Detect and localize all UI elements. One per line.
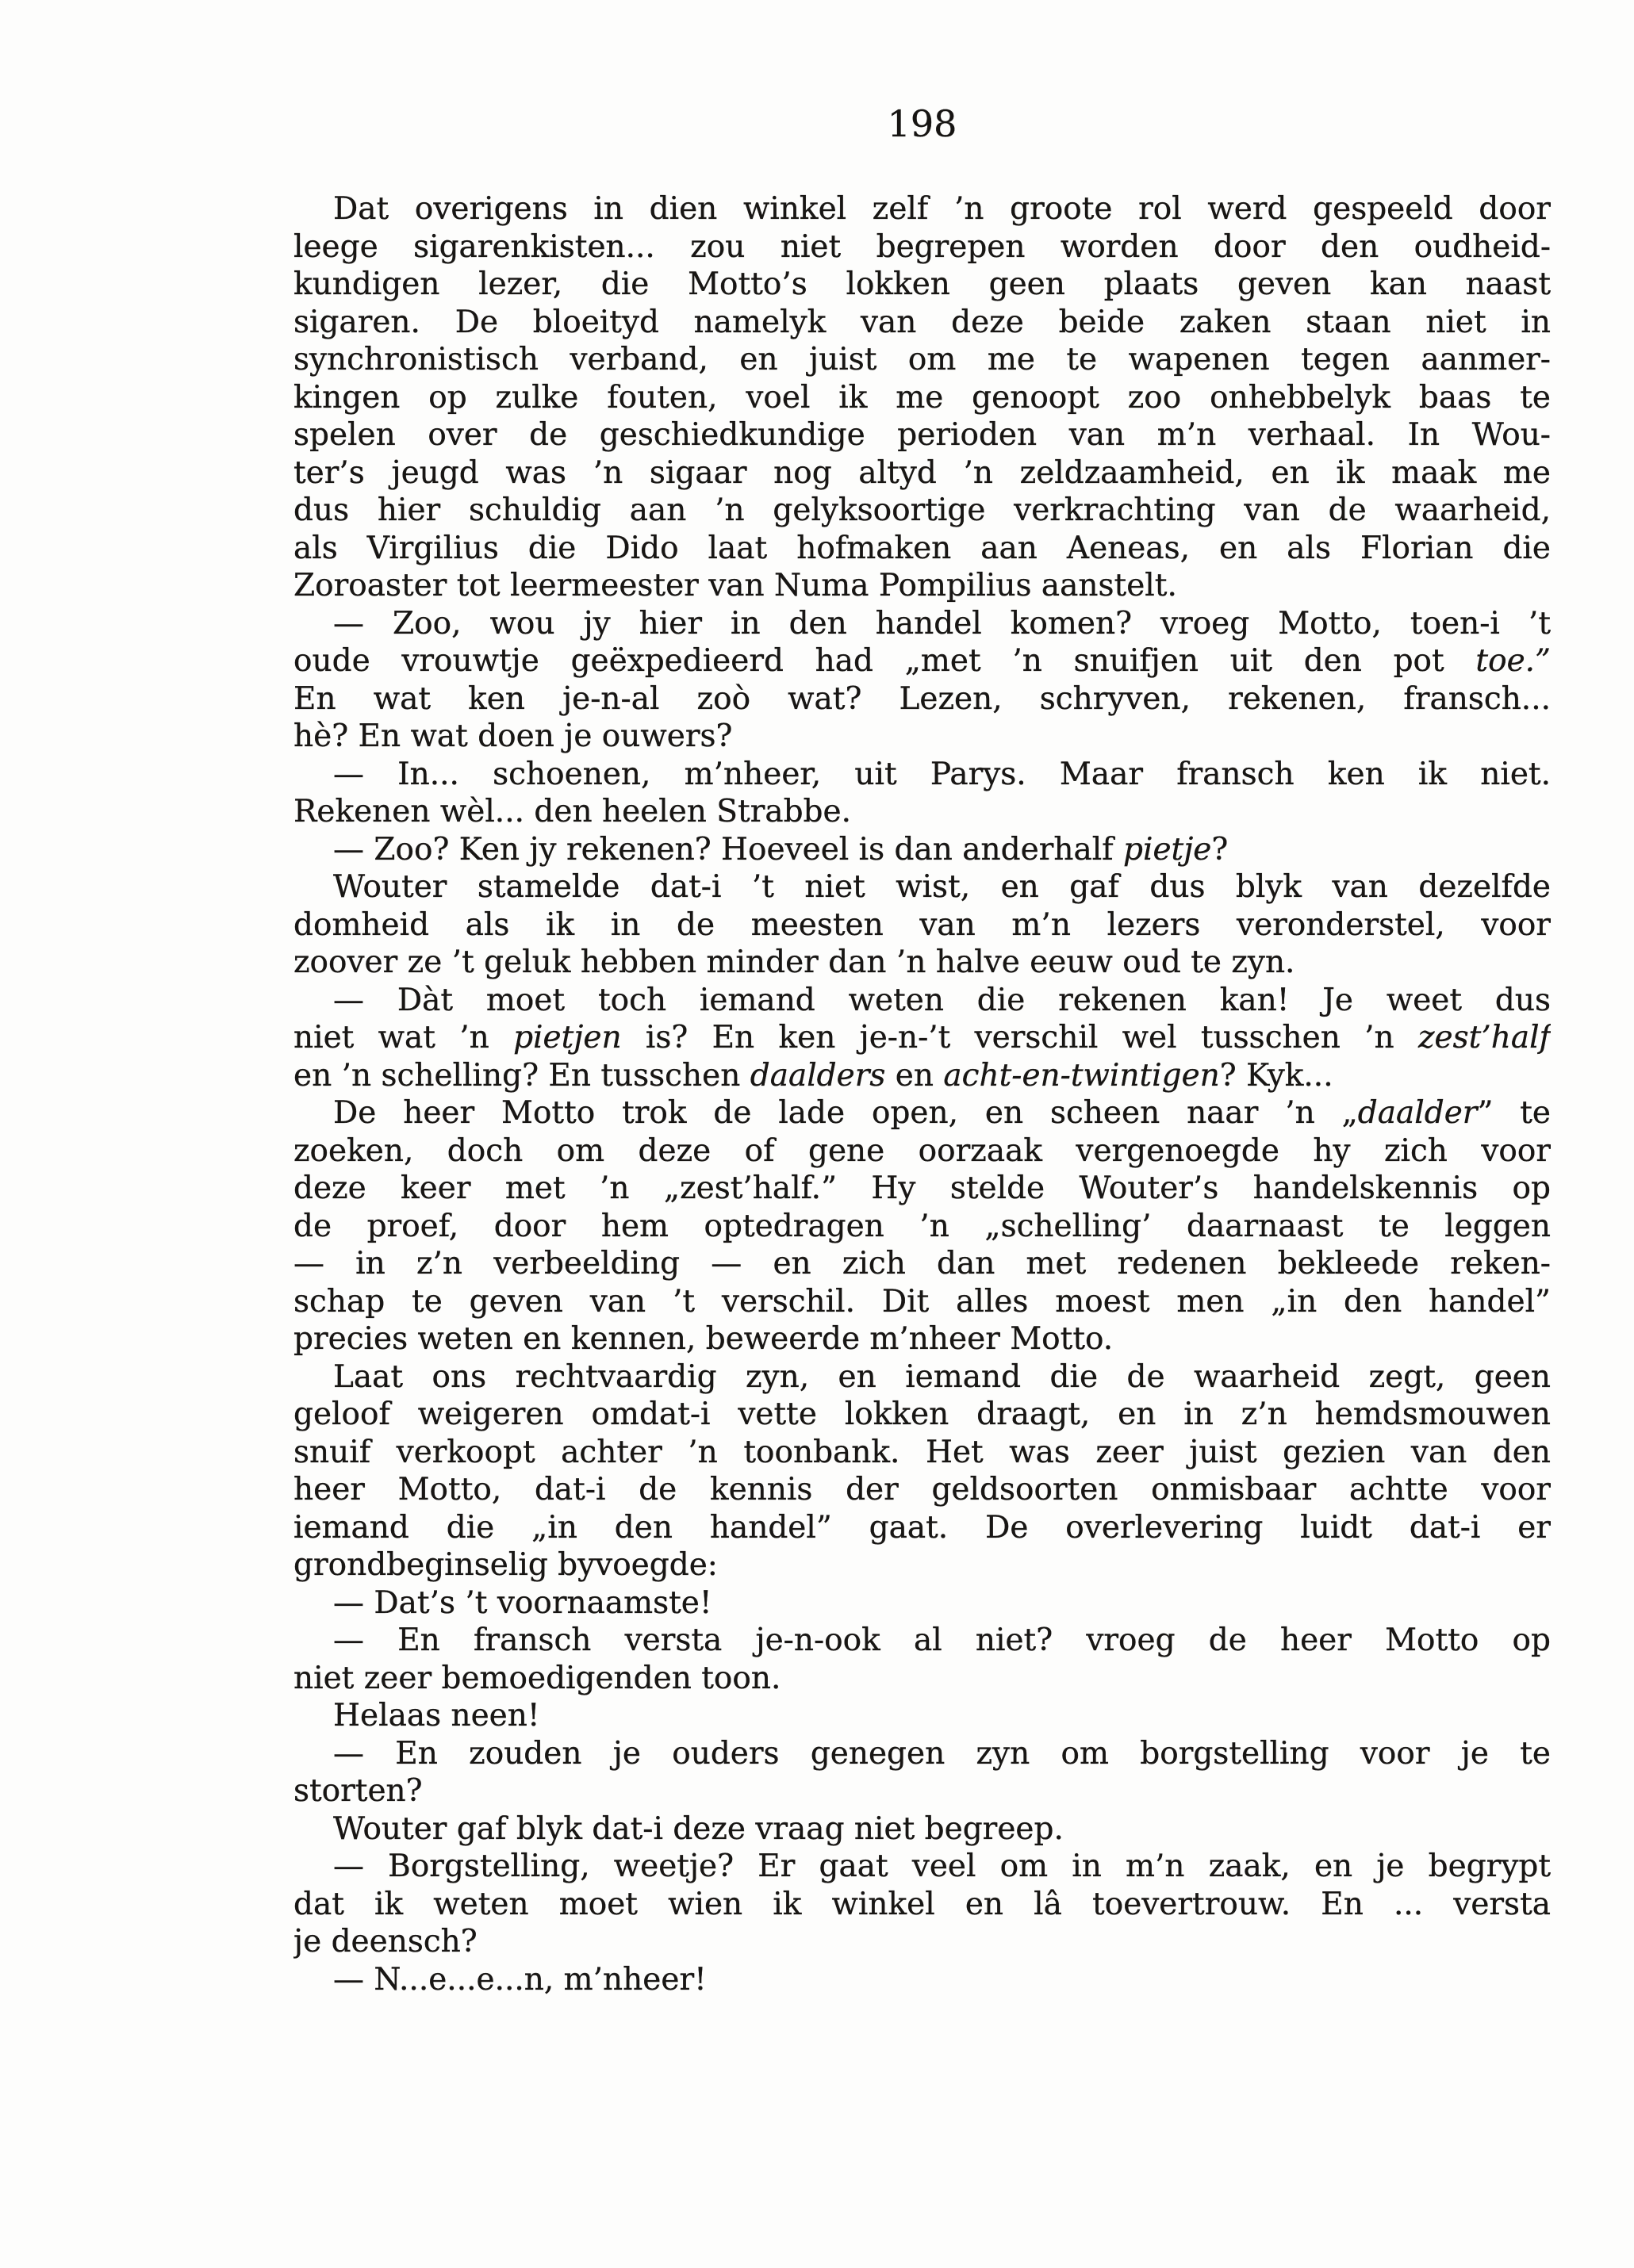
text-run: Laat ons rechtvaardig zyn, en iemand die de waarheid zegt, geen <box>333 1358 1551 1395</box>
text-line <box>293 756 1551 794</box>
text-line <box>293 831 1551 869</box>
text-line <box>293 567 1551 605</box>
paragraph <box>293 756 1551 831</box>
text-line <box>293 1886 1551 1924</box>
text-run: acht-en-twintigen <box>943 1057 1220 1094</box>
text-run: Zoroaster tot leermeester van Numa Pompilius aanstelt. <box>293 568 1177 603</box>
text-line <box>293 1848 1551 1886</box>
text-line <box>293 1509 1551 1547</box>
text-line <box>293 1358 1551 1396</box>
text-run: — N...e...e...n, m’nheer! <box>333 1961 707 1998</box>
text-line <box>293 1471 1551 1509</box>
text-run: synchronistisch verband, en juist om me te wapenen tegen aanmer- <box>293 342 1551 377</box>
text-line <box>293 982 1551 1020</box>
paragraph <box>293 1584 1551 1622</box>
paragraph <box>293 1622 1551 1697</box>
text-line <box>293 868 1551 906</box>
text-line <box>293 605 1551 643</box>
text-run: Rekenen wèl... den heelen Strabbe. <box>293 794 851 829</box>
text-line <box>293 454 1551 492</box>
text-line <box>293 530 1551 568</box>
text-line <box>293 1584 1551 1622</box>
text-line <box>293 718 1551 756</box>
text-line <box>293 1057 1551 1095</box>
text-run: is? En ken je-n-’t verschil wel tusschen ’n <box>621 1020 1418 1055</box>
text-run: ter’s jeugd was ’n sigaar nog altyd ’n zeldzaamheid, en ik maak me <box>293 454 1551 491</box>
text-line <box>293 1132 1551 1170</box>
text-line <box>293 1170 1551 1208</box>
text-run: de proef, door hem optedragen ’n „schelling’ daarnaast te leggen <box>293 1208 1551 1244</box>
text-run: Helaas neen! <box>333 1698 540 1734</box>
text-line <box>293 1772 1551 1810</box>
text-line <box>293 492 1551 530</box>
text-run: niet zeer bemoedigenden toon. <box>293 1660 781 1696</box>
text-line <box>293 379 1551 417</box>
text-line <box>293 1810 1551 1848</box>
text-run: schap te geven van ’t verschil. Dit alles moest men „in den handel” <box>293 1283 1551 1320</box>
paragraph <box>293 1961 1551 1999</box>
text-line <box>293 793 1551 831</box>
text-run: — In... schoenen, m’nheer, uit Parys. Maar fransch ken ik niet. <box>333 756 1551 792</box>
paragraph <box>293 1735 1551 1810</box>
text-run: ” te <box>1477 1095 1551 1131</box>
text-line <box>293 1434 1551 1472</box>
text-run: leege sigarenkisten... zou niet begrepen worden door den oudheid- <box>293 228 1551 265</box>
text-run: Dat overigens in dien winkel zelf ’n groote rol werd gespeeld door <box>333 191 1551 227</box>
text-run: dat ik weten moet wien ik winkel en lâ toevertrouw. En ... versta <box>293 1886 1551 1922</box>
text-run: je deensch? <box>293 1924 478 1960</box>
text-run: — Borgstelling, weetje? Er gaat veel om in m’n zaak, en je begrypt <box>333 1848 1551 1884</box>
text-line <box>293 190 1551 228</box>
text-run: pietjen <box>513 1020 622 1055</box>
text-line <box>293 228 1551 266</box>
page-number: 198 <box>887 102 957 145</box>
paragraph <box>293 982 1551 1095</box>
text-run: iemand die „in den handel” gaat. De overlevering luidt dat-i er <box>293 1509 1551 1546</box>
text-run: oude vrouwtje geëxpedieerd had „met ’n snuifjen uit den pot <box>293 643 1476 679</box>
text-line <box>293 1283 1551 1321</box>
text-line <box>293 906 1551 944</box>
text-line <box>293 1245 1551 1283</box>
text-run: ? Kyk... <box>1219 1057 1333 1094</box>
text-run: ? <box>1211 831 1229 868</box>
text-run: zoover ze ’t geluk hebben minder dan ’n halve eeuw oud te zyn. <box>293 944 1295 980</box>
text-run: toe.” <box>1475 643 1551 679</box>
text-run: hè? En wat doen je ouwers? <box>293 718 733 754</box>
text-run: heer Motto, dat-i de kennis der geldsoorten onmisbaar achtte voor <box>293 1472 1551 1508</box>
paragraph <box>293 190 1551 605</box>
text-line <box>293 1697 1551 1735</box>
paragraph <box>293 831 1551 869</box>
text-block <box>293 190 1551 1998</box>
text-run: — En fransch versta je-n-ook al niet? vroeg de heer Motto op <box>333 1622 1551 1658</box>
text-line <box>293 1019 1551 1057</box>
text-run: niet wat ’n <box>293 1020 514 1055</box>
paragraph <box>293 1094 1551 1358</box>
text-run: kundigen lezer, die Motto’s lokken geen plaats geven kan naast <box>293 266 1551 302</box>
text-run: De heer Motto trok de lade open, en scheen naar ’n „ <box>333 1095 1358 1131</box>
paragraph <box>293 868 1551 982</box>
text-run: — Dàt moet toch iemand weten die rekenen kan! Je weet dus <box>333 982 1551 1018</box>
text-run: dus hier schuldig aan ’n gelyksoortige verkrachting van de waarheid, <box>293 492 1551 528</box>
paragraph <box>293 1810 1551 1848</box>
text-line <box>293 341 1551 379</box>
paragraph <box>293 1848 1551 1961</box>
text-line <box>293 1735 1551 1773</box>
text-line <box>293 1208 1551 1246</box>
text-run: — Zoo? Ken jy rekenen? Hoeveel is dan anderhalf <box>333 831 1124 868</box>
text-run: spelen over de geschiedkundige perioden van m’n verhaal. In Wou- <box>293 417 1551 453</box>
text-line <box>293 680 1551 718</box>
text-run: Wouter gaf blyk dat-i deze vraag niet begreep. <box>333 1810 1064 1847</box>
text-line <box>293 1546 1551 1584</box>
paragraph <box>293 1358 1551 1584</box>
text-run: — in z’n verbeelding — en zich dan met redenen bekleede reken- <box>293 1246 1551 1281</box>
text-run: en ’n schelling? En tusschen <box>293 1057 750 1094</box>
text-line <box>293 1094 1551 1132</box>
text-line <box>293 1320 1551 1358</box>
text-run: kingen op zulke fouten, voel ik me genoopt zoo onhebbelyk baas te <box>293 379 1551 416</box>
text-run: daalder <box>1357 1095 1478 1131</box>
text-run: — Dat’s ’t voornaamste! <box>333 1584 712 1621</box>
text-line <box>293 266 1551 304</box>
text-run: precies weten en kennen, beweerde m’nheer Motto. <box>293 1321 1114 1357</box>
text-run: snuif verkoopt achter ’n toonbank. Het was zeer juist gezien van den <box>293 1434 1551 1470</box>
text-line <box>293 1396 1551 1434</box>
text-line <box>293 1660 1551 1698</box>
text-line <box>293 1622 1551 1660</box>
paragraph <box>293 605 1551 756</box>
text-run: daalders <box>750 1057 886 1094</box>
text-line <box>293 304 1551 342</box>
text-run: — Zoo, wou jy hier in den handel komen? vroeg Motto, toen-i ’t <box>333 605 1551 642</box>
text-run: domheid als ik in de meesten van m’n lezers veronderstel, voor <box>293 906 1551 943</box>
text-run: zoeken, doch om deze of gene oorzaak vergenoegde hy zich voor <box>293 1132 1551 1169</box>
text-run: zest’half <box>1418 1020 1551 1055</box>
text-run: En wat ken je-n-al zoò wat? Lezen, schryven, rekenen, fransch... <box>293 680 1551 717</box>
text-run: pietje <box>1123 831 1212 868</box>
text-run: grondbeginselig byvoegde: <box>293 1547 718 1583</box>
text-line <box>293 1923 1551 1961</box>
text-run: als Virgilius die Dido laat hofmaken aan Aeneas, en als Florian die <box>293 530 1551 566</box>
text-line <box>293 1961 1551 1999</box>
text-run: en <box>885 1057 944 1094</box>
text-run: deze keer met ’n „zest’half.” Hy stelde Wouter’s handelskennis op <box>293 1170 1551 1206</box>
text-run: Wouter stamelde dat-i ’t niet wist, en gaf dus blyk van dezelfde <box>333 869 1551 905</box>
text-line <box>293 416 1551 454</box>
text-line <box>293 642 1551 680</box>
text-run: geloof weigeren omdat-i vette lokken draagt, en in z’n hemdsmouwen <box>293 1396 1551 1432</box>
text-run: sigaren. De bloeityd namelyk van deze beide zaken staan niet in <box>293 304 1551 340</box>
text-line <box>293 944 1551 982</box>
text-run: — En zouden je ouders genegen zyn om borgstelling voor je te <box>333 1735 1551 1772</box>
text-run: storten? <box>293 1773 423 1809</box>
paragraph <box>293 1697 1551 1735</box>
